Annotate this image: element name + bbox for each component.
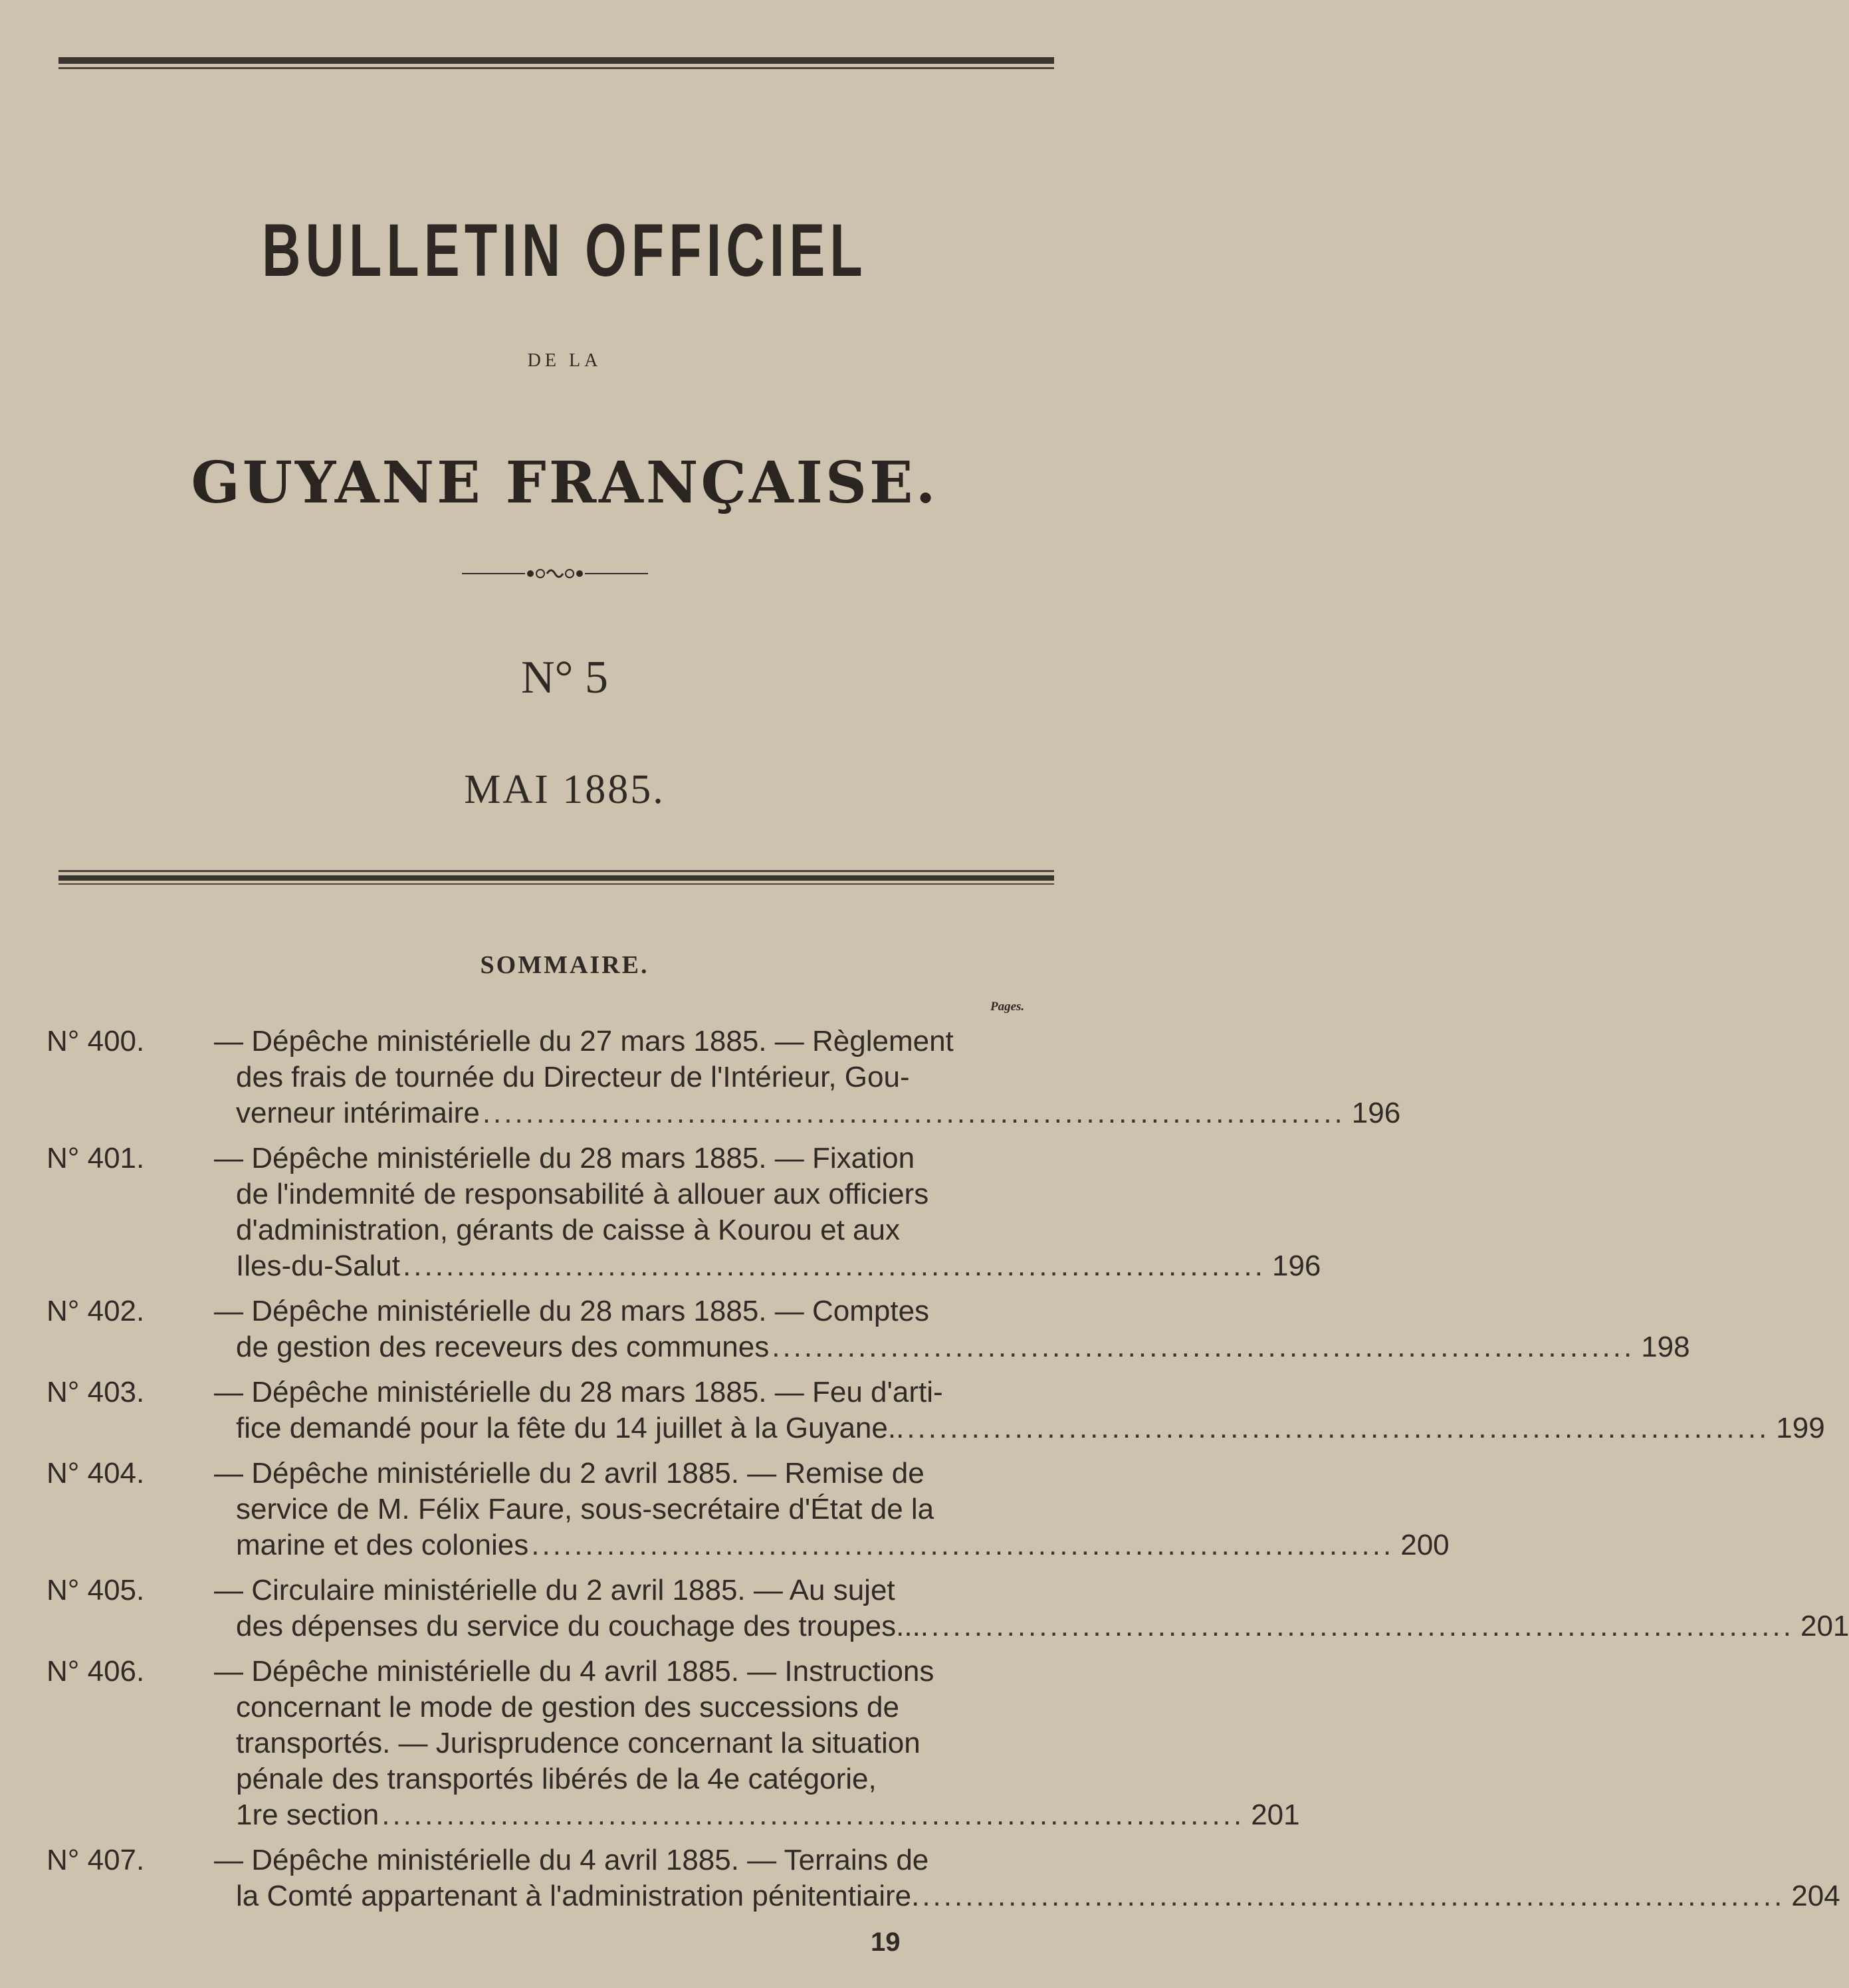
entry-number: N° 403. <box>47 1376 145 1408</box>
entry-text <box>214 1141 1321 1284</box>
entry-number: N° 407. <box>47 1844 145 1876</box>
entry-text <box>214 1456 1450 1563</box>
page-folio: 19 <box>871 1928 901 1957</box>
entry-page-number: 204 <box>1791 1880 1840 1912</box>
dot-leader: ................................................................................ <box>403 1250 1265 1282</box>
entry-line-text: des dépenses du service du couchage des troupes.... <box>236 1610 929 1642</box>
entry-page-number: 196 <box>1271 1250 1321 1282</box>
dot-leader: ................................................................................ <box>931 1610 1794 1642</box>
ornament-divider-icon <box>462 564 648 584</box>
entry-line-text: fice demandé pour la fête du 14 juillet à la Guyane.. <box>236 1412 905 1444</box>
entry-line: — Dépêche ministérielle du 4 avril 1885. — Terrains de <box>214 1844 929 1876</box>
entry-line: des frais de tournée du Directeur de l'Intérieur, Gou- <box>236 1061 910 1093</box>
dot-leader: ................................................................................ <box>381 1799 1245 1831</box>
entry-line-text: verneur intérimaire <box>236 1097 480 1129</box>
entry-last-line <box>236 1527 1450 1563</box>
entry-number: N° 400. <box>47 1025 145 1057</box>
title-connector: DE LA <box>527 350 602 371</box>
entry-text <box>214 1293 1690 1365</box>
entry-page-number: 201 <box>1800 1610 1849 1642</box>
entry-number: N° 402. <box>47 1295 145 1327</box>
entry-page-number: 196 <box>1351 1097 1401 1129</box>
entry-number: N° 406. <box>47 1655 145 1688</box>
entry-line: transportés. — Jurisprudence concernant la situation <box>236 1727 921 1759</box>
entry-line: concernant le mode de gestion des successions de <box>236 1691 899 1723</box>
pages-column-label: Pages. <box>990 1000 1025 1014</box>
entry-line: — Dépêche ministérielle du 28 mars 1885. — Fixation <box>214 1142 915 1174</box>
middle-triple-rule <box>58 870 1054 886</box>
entry-line: — Dépêche ministérielle du 27 mars 1885. — Règlement <box>214 1025 954 1057</box>
entry-last-line <box>236 1608 1849 1644</box>
colony-title: GUYANE FRANÇAISE. <box>191 449 938 516</box>
issue-number: N° 5 <box>520 652 609 703</box>
summary-entry <box>47 1141 1321 1284</box>
summary-list <box>47 1024 1849 1924</box>
summary-entry <box>47 1573 1849 1644</box>
entry-number: N° 401. <box>47 1142 145 1174</box>
entry-line-text: marine et des colonies <box>236 1529 529 1561</box>
entry-last-line <box>236 1797 1300 1833</box>
entry-line-text: Iles-du-Salut <box>236 1250 401 1282</box>
entry-line-text: 1re section <box>236 1799 380 1831</box>
dot-leader: ................................................................................ <box>482 1097 1345 1129</box>
entry-line: d'administration, gérants de caisse à Kourou et aux <box>236 1214 900 1246</box>
entry-line: — Dépêche ministérielle du 28 mars 1885. — Comptes <box>214 1295 930 1327</box>
top-double-rule <box>58 57 1054 70</box>
entry-last-line <box>236 1878 1840 1914</box>
summary-entry <box>47 1654 1300 1833</box>
entry-last-line <box>236 1248 1321 1284</box>
entry-number: N° 405. <box>47 1574 145 1606</box>
entry-text <box>214 1024 1401 1131</box>
entry-last-line <box>236 1410 1825 1446</box>
entry-page-number: 201 <box>1251 1799 1300 1831</box>
entry-line: service de M. Félix Faure, sous-secrétaire d'État de la <box>236 1493 934 1525</box>
entry-text <box>214 1654 1300 1833</box>
entry-page-number: 199 <box>1776 1412 1825 1444</box>
entry-page-number: 198 <box>1641 1331 1690 1363</box>
dot-leader: ................................................................................ <box>922 1880 1785 1912</box>
entry-line: — Dépêche ministérielle du 4 avril 1885. — Instructions <box>214 1655 934 1688</box>
entry-line-text: de gestion des receveurs des communes <box>236 1331 770 1363</box>
entry-line: de l'indemnité de responsabilité à allouer aux officiers <box>236 1178 929 1210</box>
dot-leader: ................................................................................ <box>772 1331 1635 1363</box>
entry-text <box>214 1375 1825 1446</box>
summary-entry <box>47 1456 1450 1563</box>
entry-text <box>214 1573 1849 1644</box>
summary-entry <box>47 1842 1840 1914</box>
entry-line: pénale des transportés libérés de la 4e catégorie, <box>236 1763 877 1795</box>
entry-line-text: la Comté appartenant à l'administration pénitentiaire. <box>236 1880 920 1912</box>
entry-last-line <box>236 1329 1690 1365</box>
entry-line: — Dépêche ministérielle du 2 avril 1885. — Remise de <box>214 1457 925 1490</box>
summary-heading: SOMMAIRE. <box>480 951 649 979</box>
summary-entry <box>47 1024 1401 1131</box>
bulletin-title: BULLETIN OFFICIEL <box>262 209 867 292</box>
entry-number: N° 404. <box>47 1457 145 1490</box>
entry-page-number: 200 <box>1400 1529 1450 1561</box>
issue-date: MAI 1885. <box>464 767 665 812</box>
entry-line: — Circulaire ministérielle du 2 avril 1885. — Au sujet <box>214 1574 895 1606</box>
entry-line: — Dépêche ministérielle du 28 mars 1885. — Feu d'arti- <box>214 1376 943 1408</box>
summary-entry <box>47 1293 1690 1365</box>
entry-last-line <box>236 1095 1401 1131</box>
dot-leader: ................................................................................ <box>531 1529 1394 1561</box>
summary-entry <box>47 1375 1825 1446</box>
dot-leader: ................................................................................ <box>907 1412 1770 1444</box>
entry-text <box>214 1842 1840 1914</box>
